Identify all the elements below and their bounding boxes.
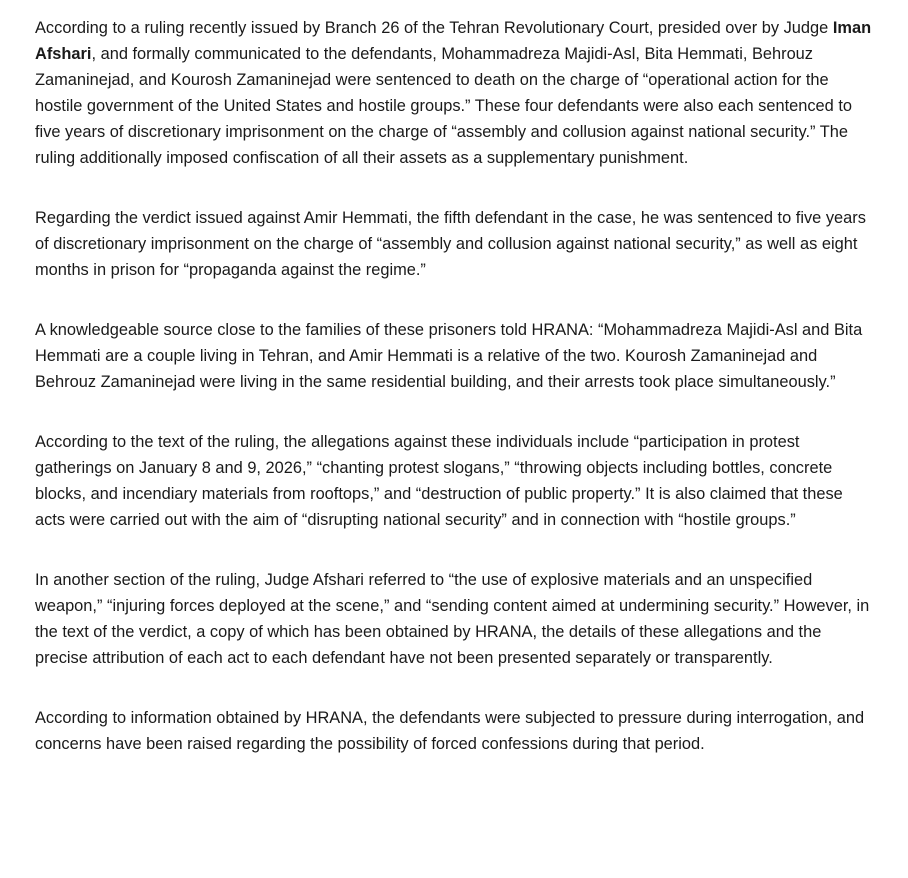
paragraph-ruling-intro: According to a ruling recently issued by Branch 26 of the Tehran Revolutionary Court, presided over by Judge: [35, 19, 833, 37]
paragraph-allegations: According to the text of the ruling, the allegations against these individuals include “participation in protest gatherings on January 8 and 9, 2026,” “chanting protest slogans,” “throwing objects including bottles, concrete blocks, and incendiary materials from rooftops,” and “destruction of public property.” It is also claimed that these acts were carried out with the aim of “disrupting national security” and in connection with “hostile groups.”: [35, 433, 843, 529]
paragraph-further-allegations: In another section of the ruling, Judge Afshari referred to “the use of explosive materials and an unspecified weapon,” “injuring forces deployed at the scene,” and “sending content aimed at undermining security.” However, in the text of the verdict, a copy of which has been obtained by HRANA, the details of these allegations and the precise attribution of each act to each defendant have not been presented separately or transparently.: [35, 571, 870, 667]
paragraph-ruling: [35, 15, 874, 171]
paragraph-fifth-defendant: Regarding the verdict issued against Amir Hemmati, the fifth defendant in the case, he was sentenced to five years of discretionary imprisonment on the charge of “assembly and collusion against national security,” as well as eight months in prison for “propaganda against the regime.”: [35, 209, 866, 279]
paragraph-ruling-rest: , and formally communicated to the defendants, Mohammadreza Majidi-Asl, Bita Hemmati, Behrouz Zamaninejad, and Kourosh Zamaninejad were sentenced to death on the charge of “operational action for the hostile government of the United States and hostile groups.” These four defendants were also each sentenced to five years of discretionary imprisonment on the charge of “assembly and collusion against national security.” The ruling additionally imposed confiscation of all their assets as a supplementary punishment.: [35, 45, 853, 167]
judge-name: Iman Afshari: [35, 19, 872, 63]
paragraph-interrogation-pressure: According to information obtained by HRANA, the defendants were subjected to pressure during interrogation, and concerns have been raised regarding the possibility of forced confessions during that period.: [35, 709, 865, 753]
paragraph-source-quote: A knowledgeable source close to the families of these prisoners told HRANA: “Mohammadreza Majidi-Asl and Bita Hemmati are a couple living in Tehran, and Amir Hemmati is a relative of the two. Kourosh Zamaninejad and Behrouz Zamaninejad were living in the same residential building, and their arrests took place simultaneously.”: [35, 321, 863, 391]
